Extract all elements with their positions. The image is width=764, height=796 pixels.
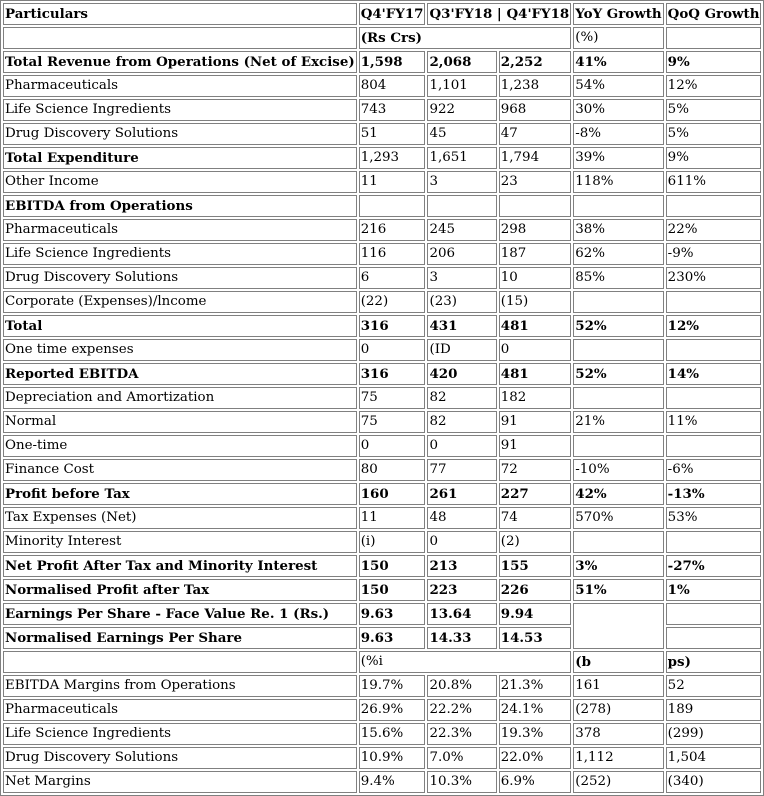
margin-yoy: 161: [573, 675, 663, 697]
margin-q4fy18: 22.0%: [499, 747, 571, 769]
cell-q3fy18: 431: [427, 315, 496, 337]
margin-q3fy18: 7.0%: [427, 747, 496, 769]
table-row: [3, 555, 761, 577]
cell-qoq: [666, 291, 762, 313]
cell-qoq: [666, 195, 762, 217]
margin-qoq: (340): [666, 771, 762, 793]
row-label: Corporate (Expenses)/lncome: [3, 291, 357, 313]
cell-q4fy17: 51: [359, 123, 426, 145]
margin-q4fy17: 10.9%: [359, 747, 426, 769]
margin-yoy: (278): [573, 699, 663, 721]
units-blank: [3, 27, 357, 49]
units-percent: (%): [573, 27, 663, 49]
margin-q4fy17: 9.4%: [359, 771, 426, 793]
table-row: [3, 99, 761, 121]
margin-q3fy18: 22.2%: [427, 699, 496, 721]
cell-q4fy18: 2,252: [499, 51, 571, 73]
cell-q3fy18: 48: [427, 507, 496, 529]
cell-qoq: [666, 531, 762, 553]
cell-qoq: 22%: [666, 219, 762, 241]
cell-qoq: -9%: [666, 243, 762, 265]
row-label: Pharmaceuticals: [3, 219, 357, 241]
row-label: Drug Discovery Solutions: [3, 267, 357, 289]
cell-q4fy18: (2): [499, 531, 571, 553]
cell-q3fy18: 2,068: [427, 51, 496, 73]
units-blank-2: [666, 27, 762, 49]
margin-units-bps-b: ps): [666, 651, 762, 673]
row-label: Pharmaceuticals: [3, 75, 357, 97]
cell-q3fy18: 82: [427, 387, 496, 409]
eps-blank-qoq: [666, 627, 762, 649]
cell-qoq: 1%: [666, 579, 762, 601]
margin-label: Pharmaceuticals: [3, 699, 357, 721]
margin-row: [3, 699, 761, 721]
cell-yoy: 85%: [573, 267, 663, 289]
margin-row: [3, 771, 761, 793]
cell-q4fy17: 75: [359, 387, 426, 409]
table-row: [3, 75, 761, 97]
margin-qoq: (299): [666, 723, 762, 745]
units-row: [3, 27, 761, 49]
cell-yoy: [573, 435, 663, 457]
margin-q4fy18: 24.1%: [499, 699, 571, 721]
cell-q3fy18: 0: [427, 531, 496, 553]
margin-yoy: (252): [573, 771, 663, 793]
cell-qoq: [666, 339, 762, 361]
cell-q4fy18: 0: [499, 339, 571, 361]
cell-q3fy18: 82: [427, 411, 496, 433]
cell-q3fy18: 420: [427, 363, 496, 385]
header-q3-q4fy18: Q3'FY18 | Q4'FY18: [427, 3, 571, 25]
margin-row: [3, 723, 761, 745]
row-label: Life Science Ingredients: [3, 99, 357, 121]
cell-yoy: 21%: [573, 411, 663, 433]
cell-q4fy18: 47: [499, 123, 571, 145]
cell-q4fy17: 316: [359, 315, 426, 337]
cell-yoy: [573, 195, 663, 217]
cell-q3fy18: 1,651: [427, 147, 496, 169]
margin-label: EBITDA Margins from Operations: [3, 675, 357, 697]
margin-units-percent: (%i: [359, 651, 572, 673]
cell-qoq: [666, 435, 762, 457]
cell-q4fy17: 316: [359, 363, 426, 385]
cell-yoy: [573, 291, 663, 313]
margin-yoy: 378: [573, 723, 663, 745]
cell-q4fy17: 75: [359, 411, 426, 433]
cell-qoq: -27%: [666, 555, 762, 577]
table-row: [3, 579, 761, 601]
cell-q4fy18: 968: [499, 99, 571, 121]
margin-q4fy18: 19.3%: [499, 723, 571, 745]
cell-q4fy17: 116: [359, 243, 426, 265]
cell-q3fy18: 45: [427, 123, 496, 145]
cell-q4fy17: [359, 195, 426, 217]
cell-q4fy18: 182: [499, 387, 571, 409]
cell-yoy: 62%: [573, 243, 663, 265]
cell-q4fy17: (i): [359, 531, 426, 553]
cell-yoy: 52%: [573, 315, 663, 337]
cell-yoy: 570%: [573, 507, 663, 529]
eps-q4fy17: 9.63: [359, 627, 426, 649]
table-row: [3, 459, 761, 481]
cell-yoy: [573, 531, 663, 553]
cell-yoy: 39%: [573, 147, 663, 169]
table-row: [3, 291, 761, 313]
row-label: Total: [3, 315, 357, 337]
cell-q4fy18: 91: [499, 411, 571, 433]
margin-q4fy17: 15.6%: [359, 723, 426, 745]
cell-qoq: 611%: [666, 171, 762, 193]
table-row: [3, 411, 761, 433]
cell-q4fy17: 216: [359, 219, 426, 241]
eps-blank-yoy: [573, 603, 663, 649]
row-label: One time expenses: [3, 339, 357, 361]
row-label: Tax Expenses (Net): [3, 507, 357, 529]
cell-q4fy18: 91: [499, 435, 571, 457]
table-row: [3, 531, 761, 553]
cell-qoq: 14%: [666, 363, 762, 385]
cell-q3fy18: 3: [427, 267, 496, 289]
cell-q4fy18: 187: [499, 243, 571, 265]
eps-q4fy18: 9.94: [499, 603, 571, 625]
row-label: Net Profit After Tax and Minority Interest: [3, 555, 357, 577]
margin-row: [3, 747, 761, 769]
margin-q3fy18: 10.3%: [427, 771, 496, 793]
margin-qoq: 52: [666, 675, 762, 697]
table-row: [3, 123, 761, 145]
units-currency: (Rs Crs): [359, 27, 572, 49]
cell-q4fy18: [499, 195, 571, 217]
table-row: [3, 363, 761, 385]
row-label: Total Expenditure: [3, 147, 357, 169]
row-label: Total Revenue from Operations (Net of Excise): [3, 51, 357, 73]
row-label: Minority Interest: [3, 531, 357, 553]
cell-q3fy18: 261: [427, 483, 496, 505]
row-label: Profit before Tax: [3, 483, 357, 505]
cell-q4fy17: 1,598: [359, 51, 426, 73]
cell-q3fy18: 77: [427, 459, 496, 481]
cell-q3fy18: (23): [427, 291, 496, 313]
margin-q4fy18: 6.9%: [499, 771, 571, 793]
cell-q4fy17: 0: [359, 435, 426, 457]
row-label: Drug Discovery Solutions: [3, 123, 357, 145]
eps-blank-qoq: [666, 603, 762, 625]
margin-yoy: 1,112: [573, 747, 663, 769]
eps-q3fy18: 13.64: [427, 603, 496, 625]
row-label: Finance Cost: [3, 459, 357, 481]
cell-qoq: -6%: [666, 459, 762, 481]
header-yoy-growth: YoY Growth: [573, 3, 663, 25]
cell-q4fy18: 226: [499, 579, 571, 601]
eps-q4fy18: 14.53: [499, 627, 571, 649]
cell-q3fy18: 3: [427, 171, 496, 193]
cell-yoy: [573, 339, 663, 361]
cell-q4fy18: 481: [499, 315, 571, 337]
cell-q4fy17: (22): [359, 291, 426, 313]
cell-q4fy18: 10: [499, 267, 571, 289]
cell-qoq: 5%: [666, 99, 762, 121]
cell-qoq: 53%: [666, 507, 762, 529]
cell-yoy: 54%: [573, 75, 663, 97]
cell-q3fy18: 922: [427, 99, 496, 121]
margin-units-bps-a: (b: [573, 651, 663, 673]
row-label: Reported EBITDA: [3, 363, 357, 385]
table-row: [3, 243, 761, 265]
table-row: [3, 507, 761, 529]
cell-yoy: -8%: [573, 123, 663, 145]
header-row: [3, 3, 761, 25]
cell-q4fy18: 23: [499, 171, 571, 193]
cell-q3fy18: 213: [427, 555, 496, 577]
row-label: EBITDA from Operations: [3, 195, 357, 217]
cell-q4fy17: 1,293: [359, 147, 426, 169]
cell-q3fy18: (ID: [427, 339, 496, 361]
cell-yoy: [573, 387, 663, 409]
cell-q3fy18: 206: [427, 243, 496, 265]
cell-q4fy18: 481: [499, 363, 571, 385]
eps-row: [3, 603, 761, 625]
row-label: Depreciation and Amortization: [3, 387, 357, 409]
cell-q4fy18: 227: [499, 483, 571, 505]
cell-q4fy18: 155: [499, 555, 571, 577]
cell-q4fy18: 72: [499, 459, 571, 481]
cell-yoy: 41%: [573, 51, 663, 73]
row-label: Normal: [3, 411, 357, 433]
cell-q4fy17: 6: [359, 267, 426, 289]
cell-yoy: 118%: [573, 171, 663, 193]
cell-q4fy17: 0: [359, 339, 426, 361]
cell-q4fy18: 74: [499, 507, 571, 529]
cell-qoq: 11%: [666, 411, 762, 433]
margin-q4fy17: 26.9%: [359, 699, 426, 721]
cell-yoy: 3%: [573, 555, 663, 577]
row-label: Normalised Profit after Tax: [3, 579, 357, 601]
cell-qoq: 12%: [666, 315, 762, 337]
cell-q4fy17: 804: [359, 75, 426, 97]
eps-q4fy17: 9.63: [359, 603, 426, 625]
cell-yoy: 51%: [573, 579, 663, 601]
cell-q4fy17: 150: [359, 555, 426, 577]
row-label: Other Income: [3, 171, 357, 193]
cell-yoy: -10%: [573, 459, 663, 481]
cell-q3fy18: 1,101: [427, 75, 496, 97]
header-qoq-growth: QoQ Growth: [666, 3, 762, 25]
eps-q3fy18: 14.33: [427, 627, 496, 649]
cell-q3fy18: 0: [427, 435, 496, 457]
table-row: [3, 219, 761, 241]
margin-units-blank: [3, 651, 357, 673]
margin-label: Drug Discovery Solutions: [3, 747, 357, 769]
margin-q3fy18: 20.8%: [427, 675, 496, 697]
cell-qoq: 230%: [666, 267, 762, 289]
cell-q4fy17: 11: [359, 171, 426, 193]
table-row: [3, 387, 761, 409]
cell-qoq: 9%: [666, 147, 762, 169]
cell-q4fy17: 743: [359, 99, 426, 121]
table-row: [3, 339, 761, 361]
margin-row: [3, 675, 761, 697]
cell-q4fy18: (15): [499, 291, 571, 313]
cell-q4fy17: 11: [359, 507, 426, 529]
cell-yoy: 30%: [573, 99, 663, 121]
margin-q4fy17: 19.7%: [359, 675, 426, 697]
cell-qoq: 9%: [666, 51, 762, 73]
cell-q4fy18: 1,238: [499, 75, 571, 97]
table-row: [3, 483, 761, 505]
cell-qoq: 12%: [666, 75, 762, 97]
cell-q4fy17: 160: [359, 483, 426, 505]
margin-units-row: [3, 651, 761, 673]
margin-label: Net Margins: [3, 771, 357, 793]
table-row: [3, 267, 761, 289]
table-row: [3, 315, 761, 337]
table-row: [3, 51, 761, 73]
cell-yoy: 52%: [573, 363, 663, 385]
header-q4fy17: Q4'FY17: [359, 3, 426, 25]
cell-q3fy18: 245: [427, 219, 496, 241]
table-row: [3, 147, 761, 169]
margin-q3fy18: 22.3%: [427, 723, 496, 745]
table-row: [3, 435, 761, 457]
cell-yoy: 42%: [573, 483, 663, 505]
cell-q3fy18: 223: [427, 579, 496, 601]
cell-q4fy18: 1,794: [499, 147, 571, 169]
cell-yoy: 38%: [573, 219, 663, 241]
margin-qoq: 1,504: [666, 747, 762, 769]
margin-qoq: 189: [666, 699, 762, 721]
eps-label: Normalised Earnings Per Share: [3, 627, 357, 649]
cell-q4fy17: 80: [359, 459, 426, 481]
cell-q4fy17: 150: [359, 579, 426, 601]
margin-q4fy18: 21.3%: [499, 675, 571, 697]
eps-label: Earnings Per Share - Face Value Re. 1 (Rs.): [3, 603, 357, 625]
row-label: One-time: [3, 435, 357, 457]
cell-qoq: 5%: [666, 123, 762, 145]
header-particulars: Particulars: [3, 3, 357, 25]
cell-q3fy18: [427, 195, 496, 217]
cell-q4fy18: 298: [499, 219, 571, 241]
cell-qoq: -13%: [666, 483, 762, 505]
cell-qoq: [666, 387, 762, 409]
table-row: [3, 171, 761, 193]
table-row: [3, 195, 761, 217]
margin-label: Life Science Ingredients: [3, 723, 357, 745]
row-label: Life Science Ingredients: [3, 243, 357, 265]
